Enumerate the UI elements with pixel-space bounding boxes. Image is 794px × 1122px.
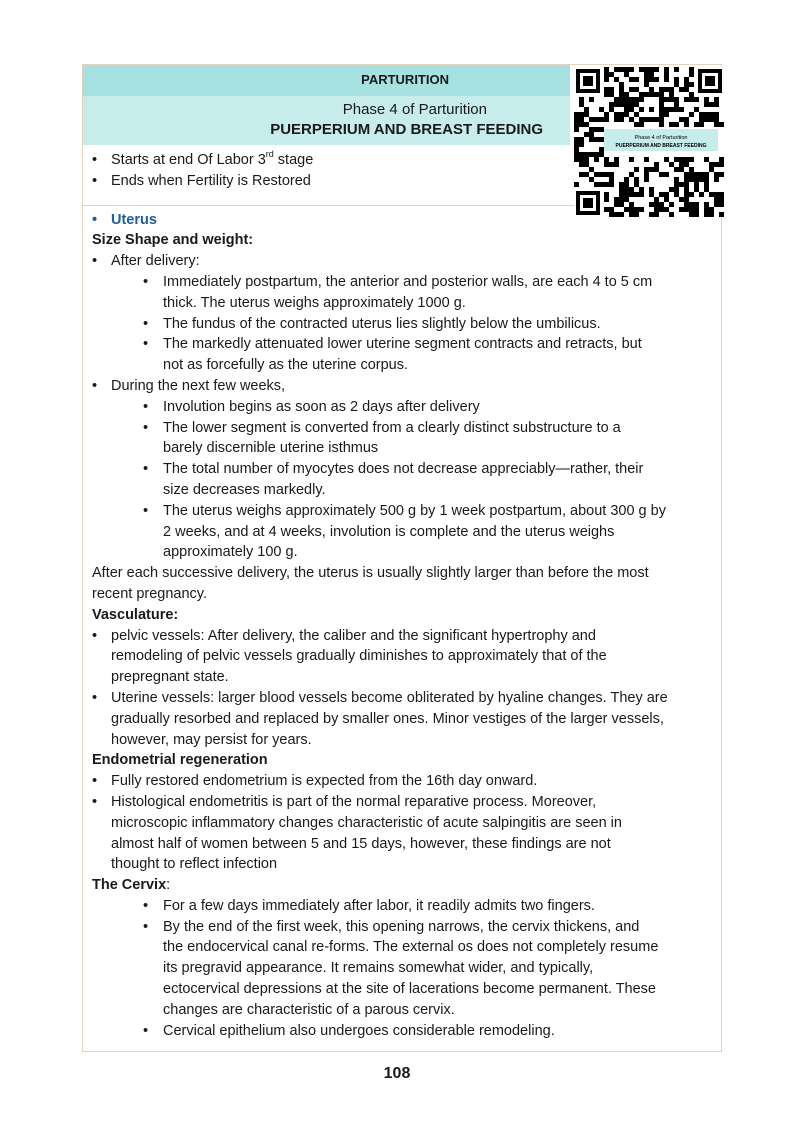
- endometrial-item: almost half of women between 5 and 15 days, however, these findings are not: [111, 835, 611, 852]
- size-heading: Size Shape and weight:: [92, 232, 254, 249]
- endometrial-item: • Histological endometritis is part of the normal reparative process. Moreover,: [92, 792, 714, 813]
- next-weeks-item: • The uterus weighs approximately 500 g by 1 week postpartum, about 300 g by: [92, 501, 714, 522]
- endometrial-item: microscopic inflammatory changes characteristic of acute salpingitis are seen in: [111, 814, 622, 831]
- vasculature-item: prepregnant state.: [111, 669, 229, 686]
- next-weeks-item: barely discernible uterine isthmus: [163, 440, 379, 457]
- endometrial-item: • Fully restored endometrium is expected from the 16th day onward.: [92, 771, 714, 792]
- vasculature-item: however, may persist for years.: [111, 731, 312, 748]
- vasculature-list: [92, 626, 714, 751]
- main-content: [92, 150, 714, 1041]
- uterus-heading: • Uterus: [92, 210, 714, 231]
- intro-item-start: • Starts at end Of Labor 3rd stage: [92, 150, 714, 171]
- cervix-heading: The Cervix:: [92, 877, 171, 894]
- endometrial-list: [92, 771, 714, 875]
- after-delivery-item: • Immediately postpartum, the anterior and posterior walls, are each 4 to 5 cm: [92, 272, 714, 293]
- cervix-item: • Cervical epithelium also undergoes considerable remodeling.: [92, 1021, 714, 1042]
- successive-line-2: recent pregnancy.: [92, 585, 207, 602]
- after-delivery: • After delivery:: [92, 251, 714, 272]
- next-weeks-item: • Involution begins as soon as 2 days after delivery: [92, 397, 714, 418]
- page-number: 108: [383, 1065, 411, 1082]
- vasculature-item: • pelvic vessels: After delivery, the caliber and the significant hypertrophy and: [92, 626, 714, 647]
- next-weeks-item: approximately 100 g.: [163, 544, 298, 561]
- next-weeks-item: size decreases markedly.: [163, 481, 326, 498]
- cervix-item: its pregravid appearance. It remains somewhat wider, and typically,: [163, 960, 594, 977]
- cervix-item: • For a few days immediately after labor, it readily admits two fingers.: [92, 896, 714, 917]
- cervix-item: ectocervical depressions at the site of lacerations become permanent. These: [163, 981, 656, 998]
- after-delivery-item: • The markedly attenuated lower uterine segment contracts and retracts, but: [92, 334, 714, 355]
- cervix-item: changes are characteristic of a parous cervix.: [163, 1001, 455, 1018]
- next-weeks-item: • The total number of myocytes does not decrease appreciably—rather, their: [92, 459, 714, 480]
- vasculature-item: gradually resorbed and replaced by smaller ones. Minor vestiges of the larger vessels,: [111, 710, 664, 727]
- qr-caption-line2: PUERPERIUM AND BREAST FEEDING: [615, 143, 707, 149]
- endometrial-heading: Endometrial regeneration: [92, 752, 268, 769]
- after-delivery-item: thick. The uterus weighs approximately 1000 g.: [163, 294, 466, 311]
- vasculature-item: • Uterine vessels: larger blood vessels become obliterated by hyaline changes. They are: [92, 688, 714, 709]
- after-delivery-item: • The fundus of the contracted uterus lies slightly below the umbilicus.: [92, 314, 714, 335]
- cervix-item: the endocervical canal re-forms. The external os does not completely resume: [163, 939, 659, 956]
- intro-item-end: • Ends when Fertility is Restored: [92, 171, 714, 192]
- after-delivery-list: [92, 272, 714, 376]
- successive-line-1: After each successive delivery, the uterus is usually slightly larger than before the most: [92, 565, 649, 582]
- next-weeks: • During the next few weeks,: [92, 376, 714, 397]
- phase-subtitle: PUERPERIUM AND BREAST FEEDING: [270, 121, 543, 138]
- next-weeks-item: 2 weeks, and at 4 weeks, involution is complete and the uterus weighs: [163, 523, 615, 540]
- cervix-item: • By the end of the first week, this opening narrows, the cervix thickens, and: [92, 917, 714, 938]
- endometrial-item: thought to reflect infection: [111, 856, 278, 873]
- next-weeks-list: [92, 397, 714, 563]
- vasculature-item: remodeling of pelvic vessels gradually diminishes to approximately that of the: [111, 648, 607, 665]
- vasculature-heading: Vasculature:: [92, 606, 179, 623]
- phase-title: Phase 4 of Parturition: [342, 101, 487, 118]
- next-weeks-item: • The lower segment is converted from a clearly distinct substructure to a: [92, 418, 714, 439]
- cervix-list: [92, 896, 714, 1042]
- after-delivery-item: not as forcefully as the uterine corpus.: [163, 357, 409, 374]
- section-title: PARTURITION: [361, 72, 449, 87]
- qr-caption-line1: Phase 4 of Parturition: [634, 135, 688, 141]
